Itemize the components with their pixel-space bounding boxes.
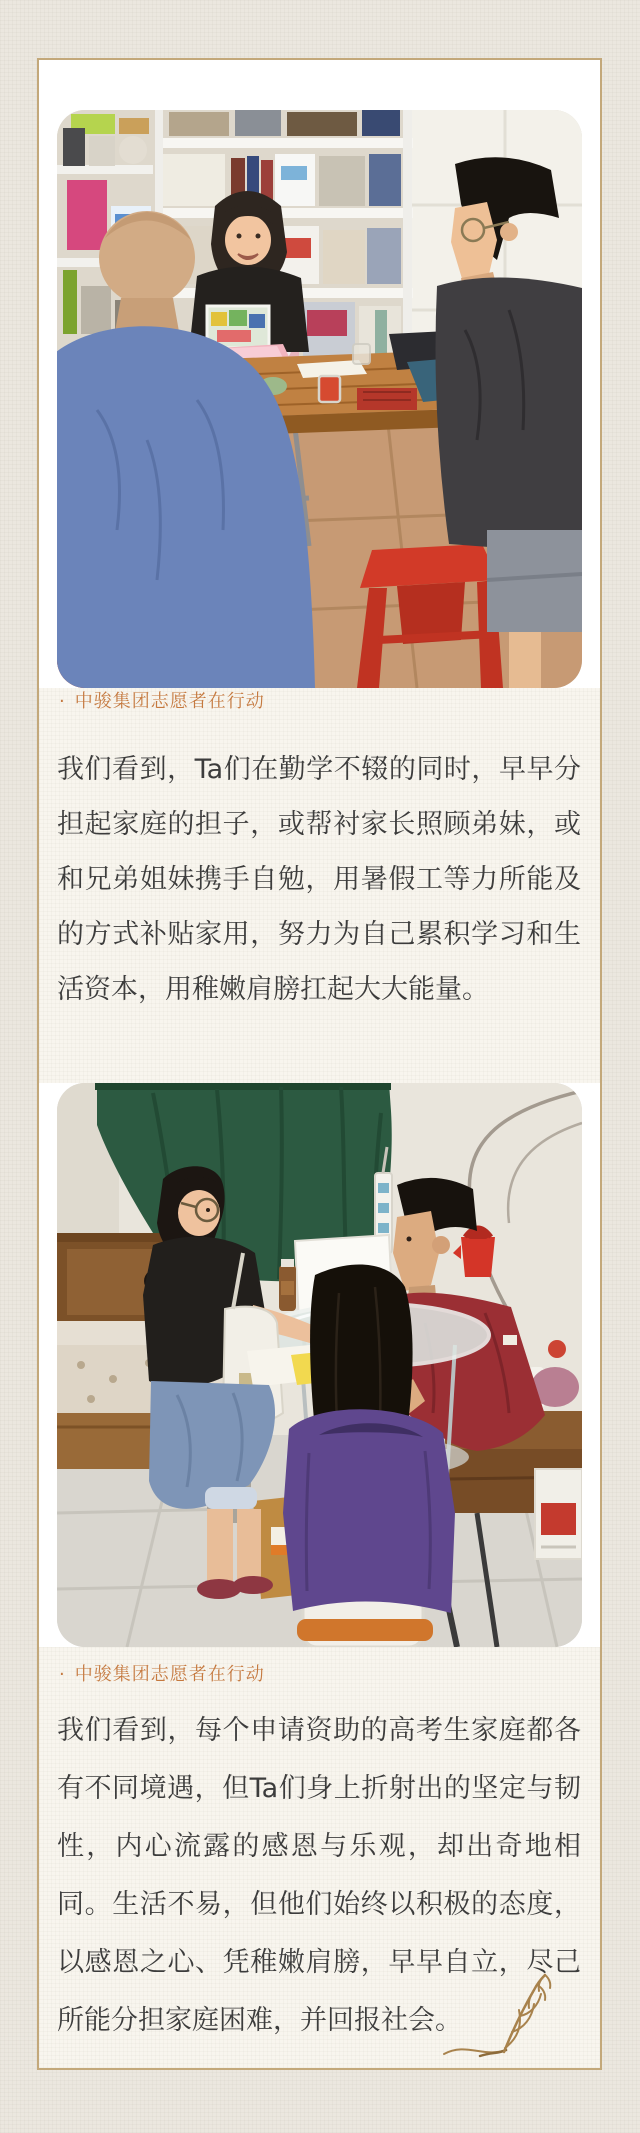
- wheat-stalk-icon: [440, 1970, 560, 2064]
- photo-volunteers-at-table[interactable]: [57, 110, 582, 688]
- photo-1-illustration: [57, 110, 582, 688]
- caption-bullet: ·: [59, 691, 66, 712]
- paragraph: 我们看到，Ta们在勤学不辍的同时，早早分担起家庭的担子，或帮衬家长照顾弟妹，或和兄弟姐妹携手自勉，用暑假工等力所能及的方式补贴家用，努力为自己累积学习和生活资本，用稚嫩肩膀扛起大大能量。: [57, 754, 581, 1005]
- caption-text: 中骏集团志愿者在行动: [74, 1664, 265, 1685]
- caption-text: 中骏集团志愿者在行动: [74, 691, 265, 712]
- caption-bullet: ·: [59, 1664, 66, 1685]
- paragraph: 我们看到，每个申请资助的高考生家庭都各有不同境遇，但Ta们身上折射出的坚定与韧性，内心流露的感恩与乐观，却出奇地相同。生活不易，但他们始终以积极的态度，以感恩之心、凭稚嫩肩膀，早早自立，尽己所能分担家庭困难，并回报社会。: [57, 1715, 581, 2036]
- gold-frame: [37, 58, 602, 2070]
- photo-2-illustration: [57, 1083, 582, 1647]
- photo-caption: [59, 691, 579, 713]
- photo-caption: [59, 1664, 579, 1686]
- photo-volunteer-home-visit[interactable]: [57, 1083, 582, 1647]
